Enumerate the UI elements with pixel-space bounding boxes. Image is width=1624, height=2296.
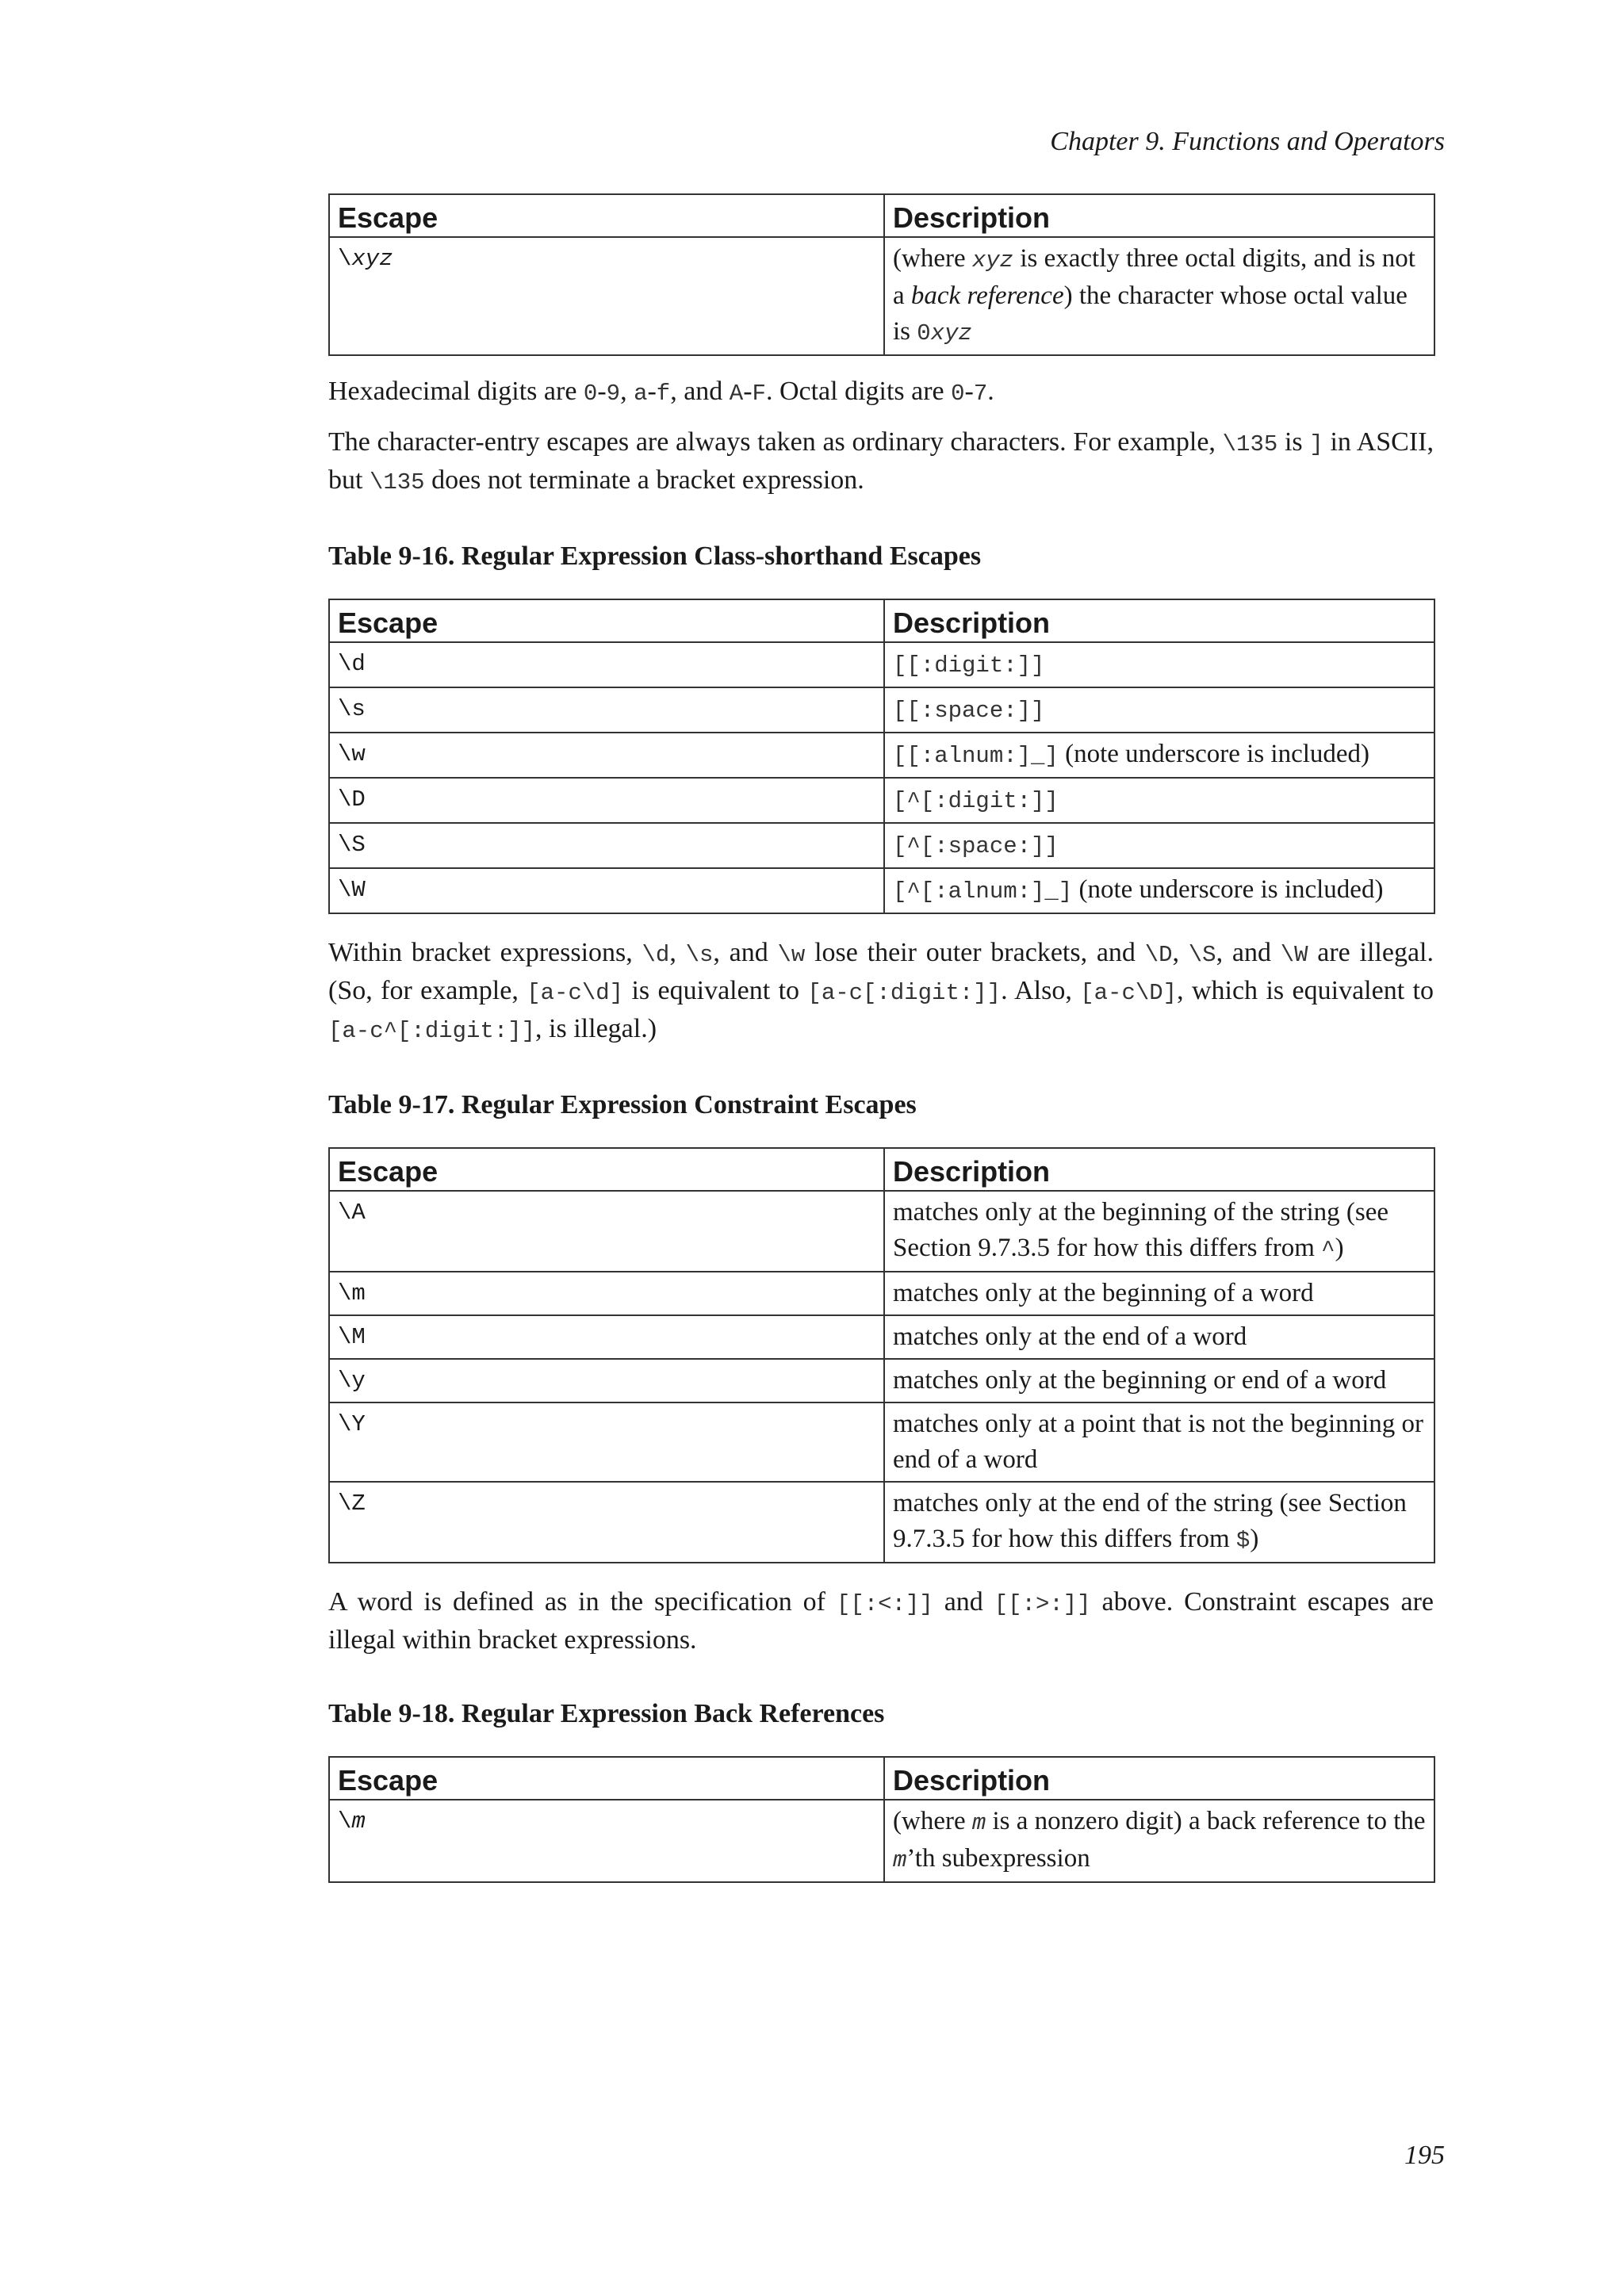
paragraph-hex-digits: Hexadecimal digits are 0-9, a-f, and A-F. Octal digits are 0-7. bbox=[328, 377, 994, 407]
escape-cell: \Z bbox=[329, 1482, 884, 1563]
desc-code: [[:digit:]] bbox=[893, 652, 1045, 679]
table-caption-9-18: Table 9-18. Regular Expression Back References bbox=[328, 1699, 885, 1728]
table-header-row bbox=[329, 599, 1434, 642]
desc-text: (where bbox=[893, 244, 972, 273]
desc-text: matches only at a point that is not the beginning or end of a word bbox=[893, 1410, 1424, 1474]
table-row bbox=[329, 1315, 1434, 1359]
desc-text: matches only at the beginning or end of a word bbox=[893, 1366, 1387, 1395]
desc-text: matches only at the beginning of the string (see Section 9.7.3.5 for how this differs from bbox=[893, 1198, 1389, 1262]
back-references-table bbox=[328, 1756, 1435, 1883]
description-cell bbox=[884, 1359, 1434, 1402]
column-header-escape: Escape bbox=[329, 194, 884, 237]
escape-cell: \w bbox=[329, 733, 884, 778]
column-header-description: Description bbox=[884, 1148, 1434, 1191]
table-row bbox=[329, 1359, 1434, 1402]
escape-cell: \A bbox=[329, 1191, 884, 1272]
table-row bbox=[329, 778, 1434, 823]
desc-text: matches only at the end of a word bbox=[893, 1322, 1247, 1351]
desc-text: ) bbox=[1250, 1525, 1259, 1553]
escape-table-continued bbox=[328, 193, 1435, 356]
desc-code: $ bbox=[1235, 1528, 1251, 1554]
escape-cell: \d bbox=[329, 642, 884, 687]
table-row bbox=[329, 237, 1434, 355]
table-caption-9-17: Table 9-17. Regular Expression Constraint Escapes bbox=[328, 1090, 917, 1119]
escape-cell: \W bbox=[329, 868, 884, 913]
desc-code: [^[:digit:]] bbox=[893, 788, 1059, 814]
description-cell bbox=[884, 642, 1434, 687]
table-row bbox=[329, 823, 1434, 868]
description-cell bbox=[884, 1191, 1434, 1272]
escape-cell: \m bbox=[329, 1272, 884, 1315]
paragraph-within-bracket: Within bracket expressions, \d, \s, and \w lose their outer brackets, and \D, \S, and \W are illegal. (So, for example, [a-c\d] is equivalent to [a-c[:digit:]]. Also, [a-c\D], which is equivalent to [a-c^[:digit:]], is illegal.) bbox=[328, 938, 1434, 1044]
desc-code: 0 bbox=[917, 320, 931, 346]
desc-text: matches only at the beginning of a word bbox=[893, 1279, 1314, 1307]
table-row bbox=[329, 733, 1434, 778]
description-cell bbox=[884, 1315, 1434, 1359]
escape-cell: \Y bbox=[329, 1402, 884, 1482]
desc-text: (note underscore is included) bbox=[1072, 875, 1384, 904]
desc-code: m bbox=[893, 1847, 907, 1873]
page-number: 195 bbox=[1404, 2141, 1445, 2170]
description-cell bbox=[884, 1402, 1434, 1482]
desc-text: ’th subexpression bbox=[906, 1844, 1090, 1873]
running-header: Chapter 9. Functions and Operators bbox=[1050, 127, 1445, 156]
desc-text: ) bbox=[1335, 1234, 1344, 1262]
description-cell bbox=[884, 823, 1434, 868]
description-cell bbox=[884, 868, 1434, 913]
desc-text: ) the character whose octal value is bbox=[893, 281, 1408, 346]
table-row bbox=[329, 687, 1434, 733]
desc-text: is a nonzero digit) a back reference to the bbox=[986, 1807, 1426, 1835]
table-row bbox=[329, 1191, 1434, 1272]
desc-text: (note underscore is included) bbox=[1058, 740, 1370, 768]
desc-code: [^[:space:]] bbox=[893, 833, 1059, 859]
description-cell bbox=[884, 687, 1434, 733]
column-header-escape: Escape bbox=[329, 1757, 884, 1800]
escape-cell: \D bbox=[329, 778, 884, 823]
page-content bbox=[328, 193, 1434, 1883]
column-header-escape: Escape bbox=[329, 1148, 884, 1191]
description-cell bbox=[884, 778, 1434, 823]
escape-cell: \y bbox=[329, 1359, 884, 1402]
desc-text: is exactly three octal digits, and is not a bbox=[893, 244, 1415, 310]
desc-text: matches only at the end of the string (see Section 9.7.3.5 for how this differs from bbox=[893, 1489, 1407, 1553]
description-cell bbox=[884, 1272, 1434, 1315]
escape-variable: m bbox=[351, 1808, 366, 1835]
description-cell bbox=[884, 1800, 1434, 1882]
paragraph-word-definition: A word is defined as in the specification of [[:<:]] and [[:>:]] above. Constraint escapes are illegal within bracket expressions. bbox=[328, 1587, 1434, 1655]
desc-emphasis: back reference bbox=[910, 281, 1064, 310]
class-shorthand-escapes-table bbox=[328, 599, 1435, 914]
escape-cell: \s bbox=[329, 687, 884, 733]
escape-cell bbox=[329, 1800, 884, 1882]
desc-code: m bbox=[971, 1810, 986, 1836]
escape-variable: xyz bbox=[351, 246, 393, 272]
escape-backslash: \ bbox=[338, 246, 352, 272]
table-header-row bbox=[329, 1148, 1434, 1191]
table-caption-9-16: Table 9-16. Regular Expression Class-shorthand Escapes bbox=[328, 541, 982, 571]
desc-code: ^ bbox=[1321, 1237, 1335, 1263]
table-row bbox=[329, 1402, 1434, 1482]
desc-code: xyz bbox=[971, 247, 1014, 274]
table-row bbox=[329, 642, 1434, 687]
description-cell bbox=[884, 733, 1434, 778]
desc-code: xyz bbox=[930, 320, 972, 346]
desc-code: [[:alnum:]_] bbox=[893, 743, 1059, 769]
description-cell bbox=[884, 237, 1434, 355]
column-header-escape: Escape bbox=[329, 599, 884, 642]
constraint-escapes-table bbox=[328, 1147, 1435, 1563]
escape-cell bbox=[329, 237, 884, 355]
desc-code: [^[:alnum:]_] bbox=[893, 878, 1073, 905]
description-cell bbox=[884, 1482, 1434, 1563]
escape-cell: \S bbox=[329, 823, 884, 868]
escape-cell: \M bbox=[329, 1315, 884, 1359]
column-header-description: Description bbox=[884, 194, 1434, 237]
table-header-row bbox=[329, 1757, 1434, 1800]
table-row bbox=[329, 1482, 1434, 1563]
desc-code: [[:space:]] bbox=[893, 698, 1045, 724]
table-row bbox=[329, 1272, 1434, 1315]
table-row bbox=[329, 1800, 1434, 1882]
desc-text: (where bbox=[893, 1807, 972, 1835]
column-header-description: Description bbox=[884, 599, 1434, 642]
escape-backslash: \ bbox=[338, 1808, 352, 1835]
table-row bbox=[329, 868, 1434, 913]
table-header-row bbox=[329, 194, 1434, 237]
column-header-description: Description bbox=[884, 1757, 1434, 1800]
paragraph-character-entry: The character-entry escapes are always taken as ordinary characters. For example, \135 is ] in ASCII, but \135 does not terminate a bracket expression. bbox=[328, 427, 1434, 496]
